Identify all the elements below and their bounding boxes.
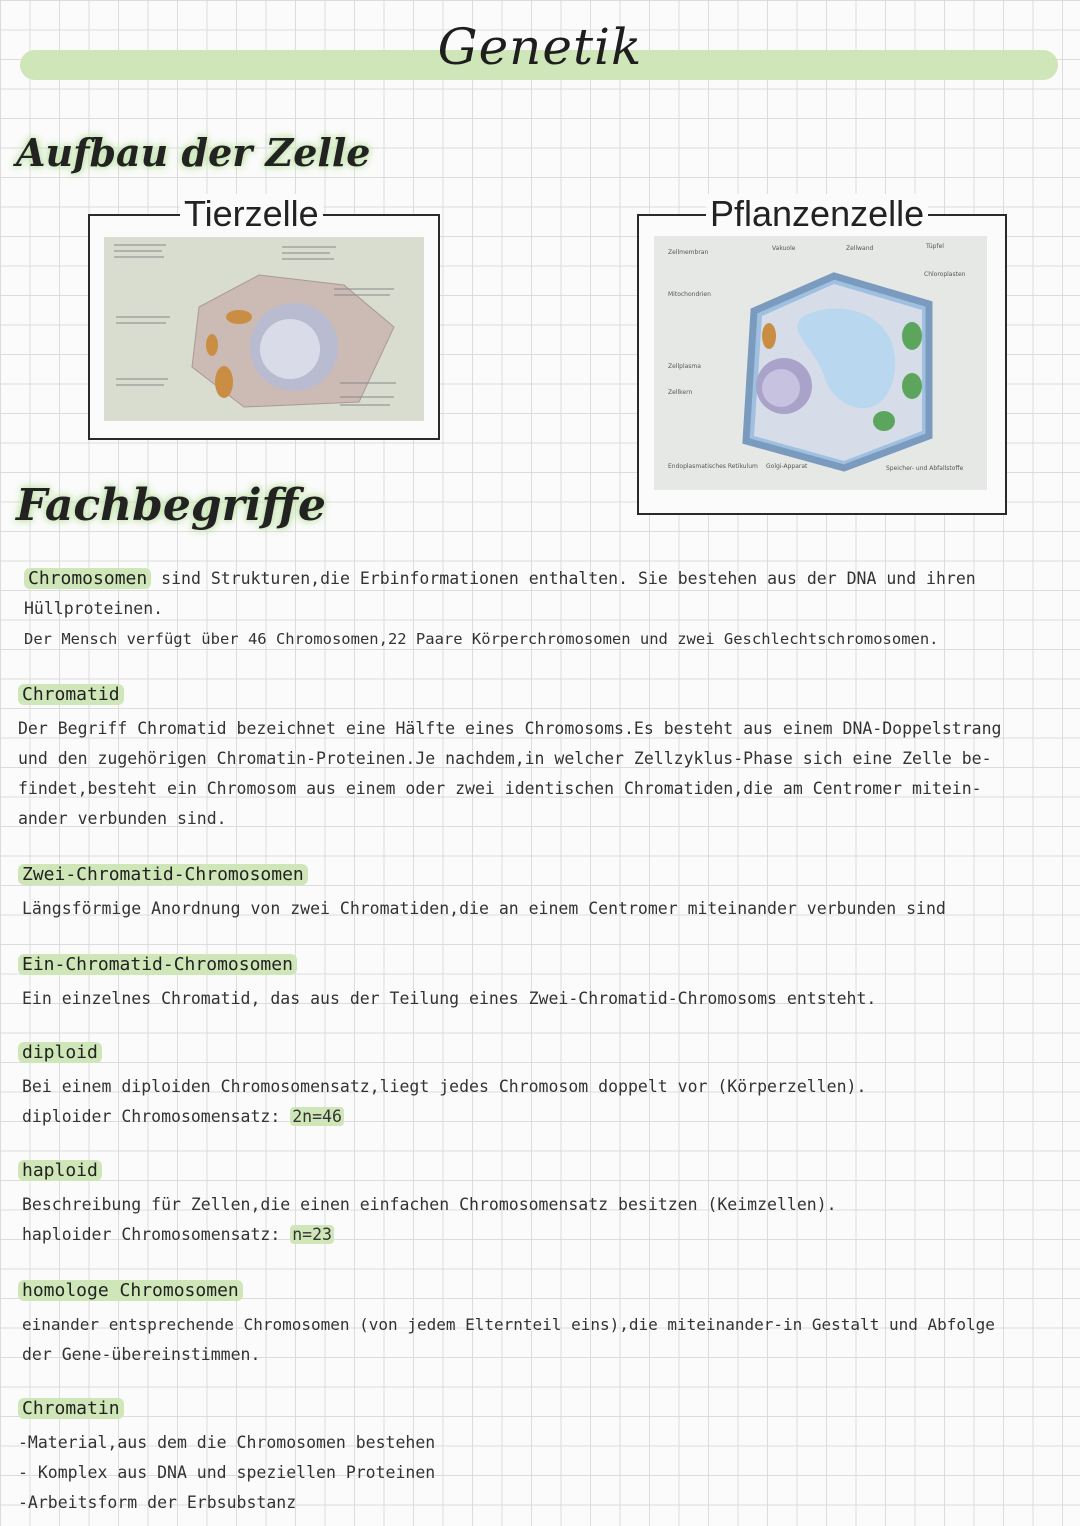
haploid-formula-prefix: haploider Chromosomensatz:	[22, 1225, 291, 1244]
label-golgi: Golgi-Apparat	[766, 463, 808, 470]
intro-line-1: sind Strukturen,die Erbinformationen enthalten. Sie bestehen aus der DNA und ihren	[151, 569, 976, 588]
label-zellkern: Zellkern	[668, 389, 693, 396]
label-tuepfel: Tüpfel	[926, 243, 944, 250]
chromatid-line-1: Der Begriff Chromatid bezeichnet eine Hälfte eines Chromosoms.Es besteht aus einem DNA-Doppelstrang	[18, 719, 1002, 738]
label-vakuole: Vakuole	[772, 245, 796, 252]
diploid-formula: 2n=46	[292, 1107, 342, 1126]
zwei-chromatid-line-1: Längsförmige Anordnung von zwei Chromatiden,die an einem Centromer miteinander verbunden sind	[22, 899, 946, 918]
haploid-line-1: Beschreibung für Zellen,die einen einfachen Chromosomensatz besitzen (Keimzellen).	[22, 1195, 837, 1214]
diploid-line-1: Bei einem diploiden Chromosomensatz,liegt jedes Chromosom doppelt vor (Körperzellen).	[22, 1077, 867, 1096]
homologe-line-2: der Gene-übereinstimmen.	[22, 1345, 261, 1364]
label-zellmembran: Zellmembran	[668, 249, 709, 256]
homologe-line-1: einander entsprechende Chromosomen (von jedem Elternteil eins),die miteinander-in Gestalt und Abfolge	[22, 1315, 995, 1334]
section-heading-aufbau: Aufbau der Zelle	[16, 130, 371, 175]
haploid-formula: n=23	[292, 1225, 332, 1244]
diploid-formula-line	[22, 1102, 1077, 1132]
pflanzenzelle-label: Pflanzenzelle	[706, 194, 928, 234]
chromatid-line-4: ander verbunden sind.	[18, 809, 227, 828]
chromatid-line-2: und den zugehörigen Chromatin-Proteinen.Je nachdem,in welcher Zellzyklus-Phase sich eine Zelle be-	[18, 749, 992, 768]
chromatin-line-1: -Material,aus dem die Chromosomen bestehen	[18, 1433, 436, 1452]
ein-chromatid-line-1: Ein einzelnes Chromatid, das aus der Teilung eines Zwei-Chromatid-Chromosoms entsteht.	[22, 989, 877, 1008]
label-er: Endoplasmatisches Retikulum	[668, 463, 758, 470]
term-zwei-chromatid: Zwei-Chromatid-Chromosomen	[18, 864, 308, 885]
tierzelle-label: Tierzelle	[180, 194, 323, 234]
term-diploid: diploid	[18, 1042, 102, 1063]
pflanzenzelle-diagram	[654, 236, 987, 490]
diploid-formula-prefix: diploider Chromosomensatz:	[22, 1107, 291, 1126]
term-ein-chromatid: Ein-Chromatid-Chromosomen	[18, 954, 297, 975]
chromatin-line-3: -Arbeitsform der Erbsubstanz	[18, 1493, 297, 1512]
label-speicher: Speicher- und Abfallstoffe	[886, 465, 964, 472]
label-chloroplasten: Chloroplasten	[924, 271, 966, 278]
intro-line-3: Der Mensch verfügt über 46 Chromosomen,22 Paare Körperchromosomen und zwei Geschlechtschromosomen.	[24, 630, 939, 648]
tierzelle-diagram	[104, 237, 424, 421]
term-haploid: haploid	[18, 1160, 102, 1181]
intro-paragraph	[24, 564, 1074, 594]
page-title: Genetik	[437, 18, 643, 76]
term-homologe-chromosomen: homologe Chromosomen	[18, 1280, 243, 1301]
intro-line-2: Hüllproteinen.	[24, 599, 164, 618]
label-zellplasma: Zellplasma	[668, 363, 701, 370]
label-zellwand: Zellwand	[846, 245, 874, 252]
label-mitochondrien: Mitochondrien	[668, 291, 711, 298]
chromatid-line-3: findet,besteht ein Chromosom aus einem oder zwei identischen Chromatiden,die am Centromer mitein-	[18, 779, 982, 798]
term-chromatin: Chromatin	[18, 1398, 124, 1419]
haploid-formula-line	[22, 1220, 1077, 1250]
section-heading-fachbegriffe: Fachbegriffe	[16, 480, 326, 531]
chromatin-line-2: - Komplex aus DNA und speziellen Proteinen	[18, 1463, 436, 1482]
term-chromosomen: Chromosomen	[24, 568, 151, 589]
term-chromatid: Chromatid	[18, 684, 124, 705]
